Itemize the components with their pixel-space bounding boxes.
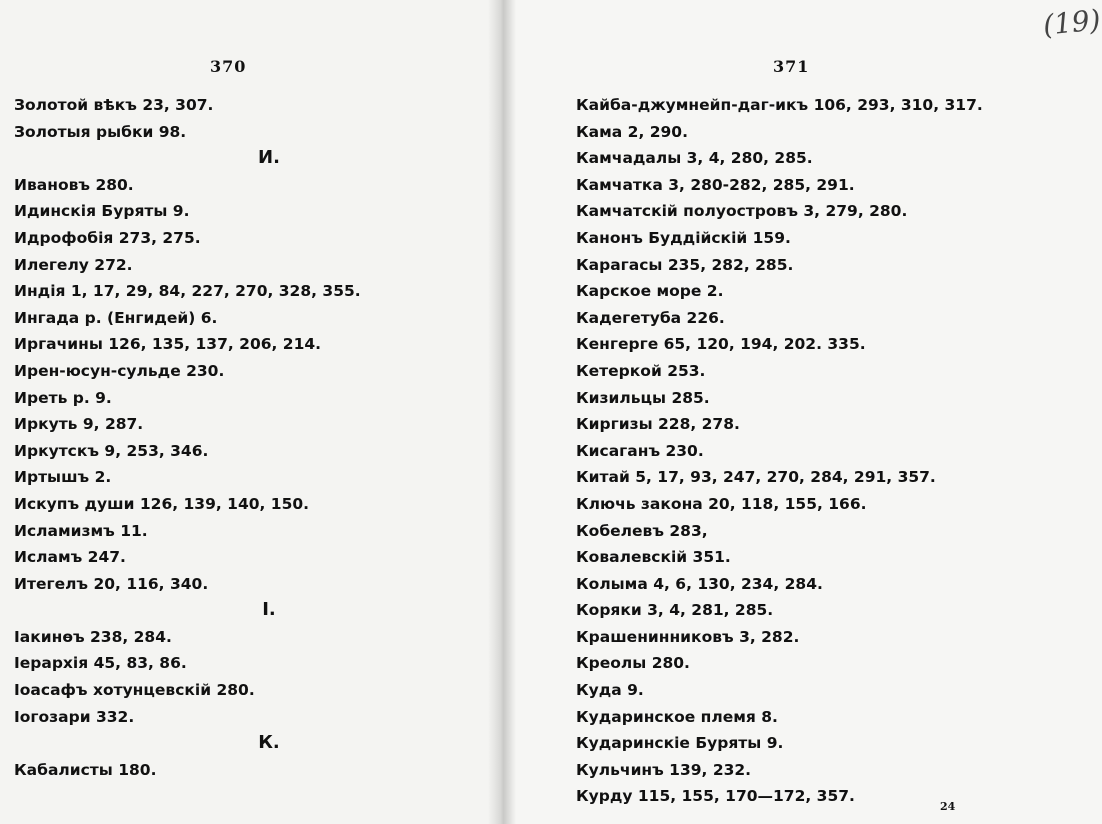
index-entry: Кабалисты 180. (14, 760, 157, 779)
index-entry: Куда 9. (576, 681, 644, 700)
index-entry: Иркуть 9, 287. (14, 415, 144, 434)
index-entry: Иртышъ 2. (14, 468, 112, 487)
page-number-left: 370 (210, 57, 247, 76)
index-entry: Ключь закона 20, 118, 155, 166. (576, 494, 867, 513)
index-entry: Іерархія 45, 83, 86. (14, 654, 187, 673)
index-entry: Итегелъ 20, 116, 340. (14, 574, 209, 593)
index-entry: Ирен-юсун-сульде 230. (14, 361, 225, 380)
index-entry: Илегелу 272. (14, 255, 133, 274)
index-entry: Ивановъ 280. (14, 175, 134, 194)
index-entry: Іоасафъ хотунцевскій 280. (14, 681, 255, 700)
left-index-column (14, 92, 484, 783)
index-entry: Искупъ души 126, 139, 140, 150. (14, 494, 310, 513)
index-entry: Исламизмъ 11. (14, 521, 148, 540)
index-entry: Индія 1, 17, 29, 84, 227, 270, 328, 355. (14, 282, 361, 301)
archive-corner-mark: (19) (1041, 3, 1102, 42)
index-entry: Ковалевскій 351. (576, 548, 731, 567)
index-entry: Кобелевъ 283, (576, 521, 708, 540)
index-entry: Камчатскій полуостровъ 3, 279, 280. (576, 202, 908, 221)
index-letter-heading: І. (262, 599, 276, 621)
index-entry: Крашенинниковъ 3, 282. (576, 627, 800, 646)
index-entry: Іакинѳъ 238, 284. (14, 627, 172, 646)
index-entry: Идрофобія 273, 275. (14, 228, 201, 247)
index-entry: Коряки 3, 4, 281, 285. (576, 601, 774, 620)
index-entry: Золотой вѣкъ 23, 307. (14, 96, 214, 114)
index-letter-heading: И. (258, 147, 280, 169)
index-entry: Кизильцы 285. (576, 388, 710, 407)
index-entry: Кайба-джумнейп-даг-икъ 106, 293, 310, 317. (576, 96, 983, 114)
index-entry: Иргачины 126, 135, 137, 206, 214. (14, 335, 322, 354)
index-entry: Исламъ 247. (14, 548, 126, 567)
index-entry: Кетеркой 253. (576, 361, 706, 380)
index-entry: Кударинское племя 8. (576, 707, 778, 726)
index-entry: Колыма 4, 6, 130, 234, 284. (576, 574, 823, 593)
index-entry: Китай 5, 17, 93, 247, 270, 284, 291, 357. (576, 468, 936, 487)
index-entry: Золотыя рыбки 98. (14, 122, 187, 141)
index-entry: Курду 115, 155, 170—172, 357. (576, 787, 855, 806)
right-index-column (576, 92, 1096, 810)
index-entry: Камчатка 3, 280-282, 285, 291. (576, 175, 855, 194)
index-entry: Киргизы 228, 278. (576, 415, 740, 434)
book-gutter (488, 0, 516, 824)
index-entry: Идинскія Буряты 9. (14, 202, 190, 221)
index-entry: Иреть р. 9. (14, 388, 112, 407)
page-number-right: 371 (773, 57, 810, 76)
index-entry: Карское море 2. (576, 282, 724, 301)
index-entry: Кадегетуба 226. (576, 308, 725, 327)
index-entry: Кенгерге 65, 120, 194, 202. 335. (576, 335, 866, 354)
index-letter-heading: К. (258, 732, 280, 754)
index-entry: Иркутскъ 9, 253, 346. (14, 441, 209, 460)
index-entry: Карагасы 235, 282, 285. (576, 255, 794, 274)
index-entry: Камчадалы 3, 4, 280, 285. (576, 149, 813, 168)
index-entry: Креолы 280. (576, 654, 690, 673)
index-entry: Кисаганъ 230. (576, 441, 704, 460)
signature-mark: 24 (940, 800, 956, 813)
index-entry: Кударинскіе Буряты 9. (576, 734, 784, 753)
left-page (0, 0, 500, 824)
index-entry: Ингада р. (Енгидей) 6. (14, 308, 218, 327)
index-entry: Канонъ Буддійскій 159. (576, 228, 791, 247)
index-entry: Кульчинъ 139, 232. (576, 760, 752, 779)
index-entry: Кама 2, 290. (576, 122, 688, 141)
index-entry: Іогозари 332. (14, 707, 135, 726)
